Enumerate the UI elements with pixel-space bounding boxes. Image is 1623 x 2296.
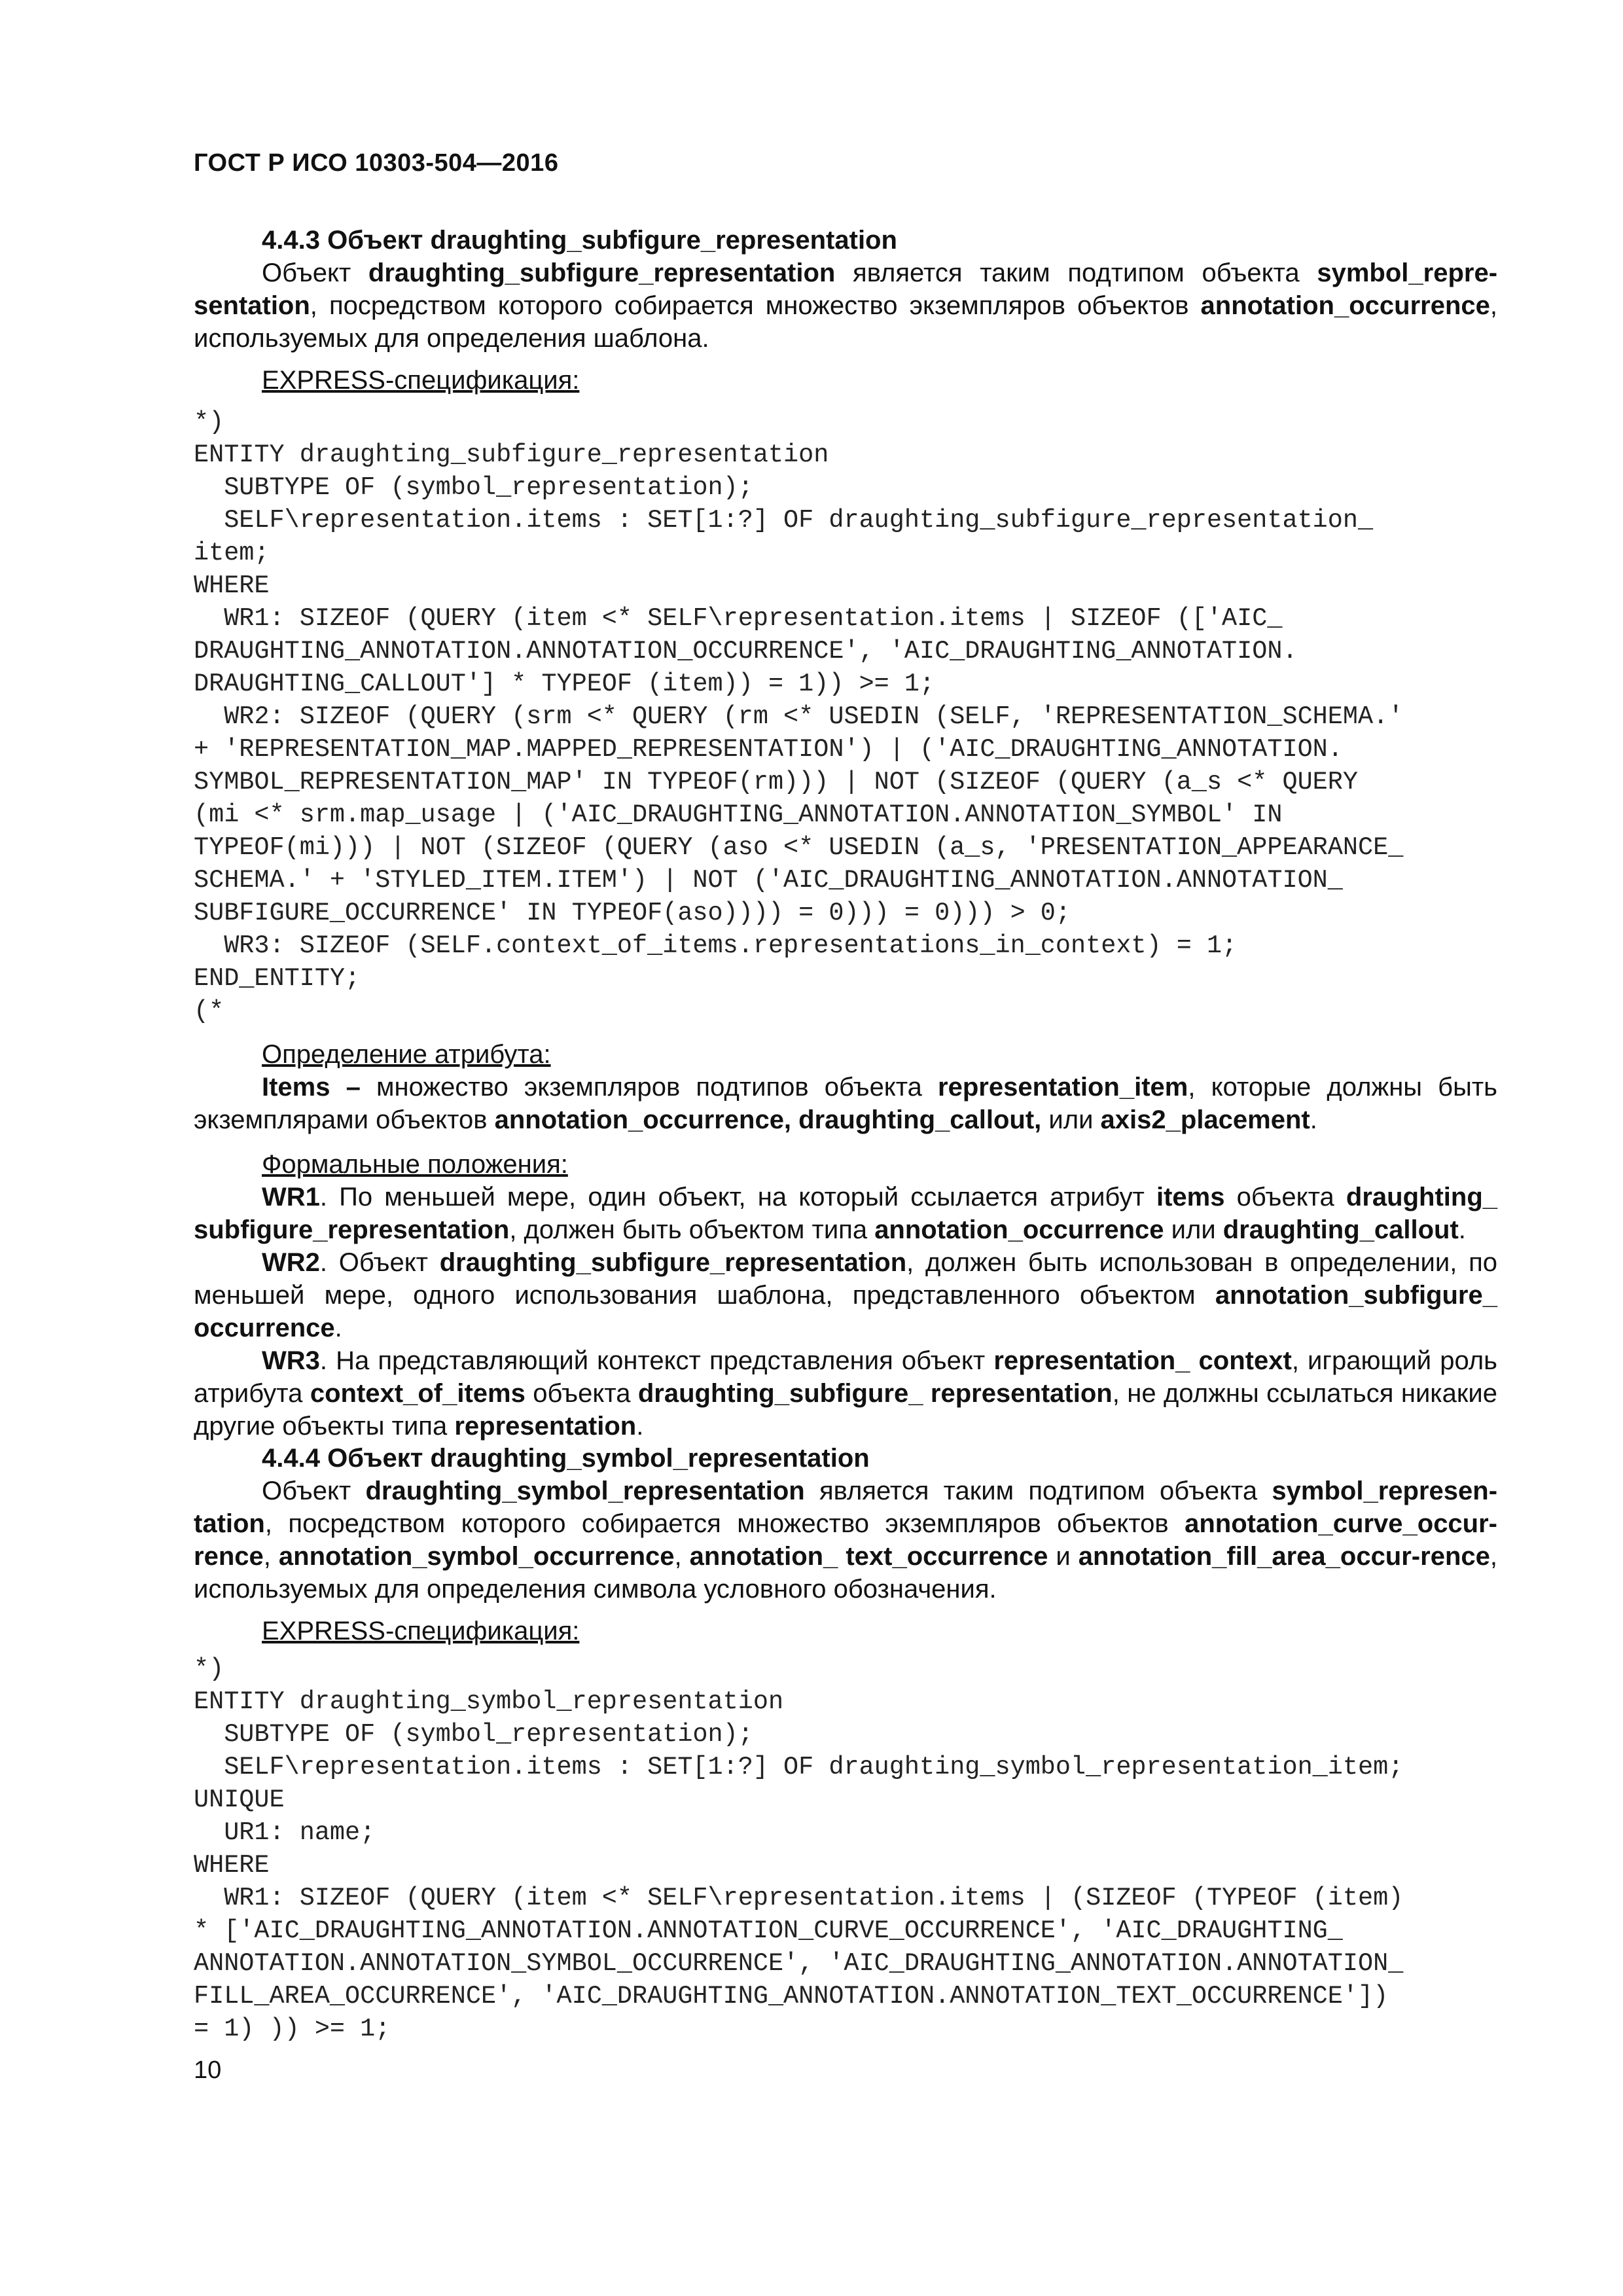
text-run: , посредством которого собирается множество экземпляров объектов	[264, 1509, 1185, 1538]
text-run: .	[1458, 1215, 1466, 1244]
code-line: SUBTYPE OF (symbol_representation);	[194, 1720, 753, 1749]
express-code-block	[194, 406, 1503, 1028]
bold-term: symbol_repre-sentation	[194, 259, 1498, 320]
text-run: , должен быть использован в определении, по меньшей мере, одного использования шаблона, представленного объектом	[194, 1248, 1497, 1310]
express-code-block	[194, 1653, 1503, 2045]
bold-term: draughting_subfigure_representation	[368, 259, 836, 287]
express-label: EXPRESS-спецификация:	[262, 1617, 580, 1645]
text-run: , используемых для определения символа условного обозначения.	[194, 1542, 1497, 1604]
bold-term: draughting_subfigure_representation	[439, 1248, 907, 1277]
bold-term: annotation_fill_area_occur-rence	[1078, 1542, 1490, 1571]
code-line: SUBTYPE OF (symbol_representation);	[194, 473, 753, 502]
bold-term: annotation_occurrence	[874, 1215, 1164, 1244]
text-run: , играющий роль атрибута	[194, 1346, 1497, 1408]
section-4-4-3	[194, 224, 1497, 397]
code-line: END_ENTITY;	[194, 964, 361, 993]
text-run: , которые должны быть экземплярами объектов	[194, 1073, 1498, 1134]
text-run: и	[1048, 1542, 1079, 1571]
code-line: SUBFIGURE_OCCURRENCE' IN TYPEOF(aso)))) = 0))) = 0))) > 0;	[194, 899, 1071, 927]
items-definition	[194, 1071, 1497, 1136]
text-run: является таким подтипом объекта	[804, 1477, 1272, 1505]
text-run: , используемых для определения шаблона.	[194, 291, 1497, 353]
bold-term: annotation_curve_occur-rence	[194, 1509, 1497, 1571]
code-line: *)	[194, 1655, 224, 1683]
code-line: DRAUGHTING_CALLOUT'] * TYPEOF (item)) = 1)) >= 1;	[194, 670, 935, 698]
text-run: или	[1041, 1105, 1101, 1134]
bold-term: WR3	[262, 1346, 320, 1375]
attribute-label: Определение атрибута:	[262, 1040, 551, 1069]
text-run: . По меньшей мере, один объект, на который ссылается атрибут	[319, 1183, 1156, 1211]
bold-term: draughting_ subfigure_representation	[194, 1183, 1497, 1244]
bold-term: annotation_ text_occurrence	[689, 1542, 1048, 1571]
text-run: множество экземпляров подтипов объекта	[376, 1073, 938, 1102]
wr1-paragraph	[194, 1181, 1497, 1246]
section-heading: 4.4.3 Объект draughting_subfigure_representation	[262, 226, 897, 255]
bold-term: annotation_subfigure_ occurrence	[194, 1281, 1497, 1342]
express-label: EXPRESS-спецификация:	[262, 366, 580, 395]
bold-term: representation_item	[938, 1073, 1188, 1102]
wr2-paragraph	[194, 1246, 1497, 1344]
bold-term: annotation_occurrence	[1200, 291, 1490, 320]
code-line: FILL_AREA_OCCURRENCE', 'AIC_DRAUGHTING_ANNOTATION.ANNOTATION_TEXT_OCCURRENCE'])	[194, 1982, 1389, 2011]
code-line: SELF\representation.items : SET[1:?] OF draughting_symbol_representation_item;	[194, 1753, 1404, 1782]
code-line: (mi <* srm.map_usage | ('AIC_DRAUGHTING_ANNOTATION.ANNOTATION_SYMBOL' IN	[194, 800, 1283, 829]
document-header: ГОСТ Р ИСО 10303-504—2016	[194, 149, 559, 177]
page-number: 10	[194, 2056, 222, 2084]
bold-term: symbol_represen-tation	[194, 1477, 1498, 1538]
section-intro	[194, 1475, 1497, 1605]
text-run: .	[636, 1412, 644, 1441]
text-run: объекта	[1224, 1183, 1346, 1211]
section-intro	[194, 257, 1497, 355]
code-line: SYMBOL_REPRESENTATION_MAP' IN TYPEOF(rm))) | NOT (SIZEOF (QUERY (a_s <* QUERY	[194, 768, 1358, 797]
code-line: WR1: SIZEOF (QUERY (item <* SELF\representation.items | SIZEOF (['AIC_	[194, 604, 1283, 633]
code-line: + 'REPRESENTATION_MAP.MAPPED_REPRESENTATION') | ('AIC_DRAUGHTING_ANNOTATION.	[194, 735, 1343, 764]
text-run: . Объект	[319, 1248, 440, 1277]
code-line: WR3: SIZEOF (SELF.context_of_items.representations_in_context) = 1;	[194, 931, 1238, 960]
text-run: объекта	[525, 1379, 638, 1408]
code-line: ENTITY draughting_symbol_representation	[194, 1687, 784, 1716]
bold-term: annotation_occurrence, draughting_callout,	[494, 1105, 1042, 1134]
bold-term: items	[1156, 1183, 1225, 1211]
code-line: SELF\representation.items : SET[1:?] OF draughting_subfigure_representation_	[194, 506, 1374, 535]
wr3-paragraph	[194, 1344, 1497, 1443]
text-run: или	[1164, 1215, 1223, 1244]
code-line: TYPEOF(mi))) | NOT (SIZEOF (QUERY (aso <* USEDIN (a_s, 'PRESENTATION_APPEARANCE_	[194, 833, 1404, 862]
code-line: item;	[194, 539, 270, 567]
bold-term: representation	[454, 1412, 637, 1441]
text-run: .	[1310, 1105, 1317, 1134]
bold-term: draughting_callout	[1222, 1215, 1459, 1244]
code-line: UR1: name;	[194, 1818, 376, 1847]
bold-term: draughting_subfigure_ representation	[637, 1379, 1113, 1408]
code-line: WHERE	[194, 571, 270, 600]
code-line: SCHEMA.' + 'STYLED_ITEM.ITEM') | NOT ('AIC_DRAUGHTING_ANNOTATION.ANNOTATION_	[194, 866, 1343, 895]
bold-term: axis2_placement	[1100, 1105, 1310, 1134]
text-run: , посредством которого собирается множество экземпляров объектов	[310, 291, 1201, 320]
text-run: является таким подтипом объекта	[835, 259, 1317, 287]
code-line: WR1: SIZEOF (QUERY (item <* SELF\representation.items | (SIZEOF (TYPEOF (item)	[194, 1884, 1404, 1912]
text-run: . На представляющий контекст представления объект	[319, 1346, 994, 1375]
bold-term: context_of_items	[310, 1379, 526, 1408]
text-run: ,	[674, 1542, 690, 1571]
text-run: , не должны ссылаться никакие другие объекты типа	[194, 1379, 1497, 1441]
text-run: Объект	[262, 259, 368, 287]
bold-term: WR2	[262, 1248, 320, 1277]
code-line: WHERE	[194, 1851, 270, 1880]
formal-label: Формальные положения:	[262, 1150, 568, 1179]
section-4-4-4	[194, 1442, 1497, 1647]
code-line: DRAUGHTING_ANNOTATION.ANNOTATION_OCCURRENCE', 'AIC_DRAUGHTING_ANNOTATION.	[194, 637, 1298, 666]
text-run: ,	[263, 1542, 279, 1571]
text-run: .	[334, 1314, 342, 1342]
code-line: * ['AIC_DRAUGHTING_ANNOTATION.ANNOTATION_CURVE_OCCURRENCE', 'AIC_DRAUGHTING_	[194, 1916, 1343, 1945]
bold-term: Items –	[262, 1073, 376, 1102]
text-run: , должен быть объектом типа	[509, 1215, 875, 1244]
code-line: ENTITY draughting_subfigure_representation	[194, 440, 829, 469]
bold-term: draughting_symbol_representation	[365, 1477, 805, 1505]
attribute-definitions	[194, 1038, 1497, 1443]
code-line: *)	[194, 408, 224, 437]
code-line: ANNOTATION.ANNOTATION_SYMBOL_OCCURRENCE', 'AIC_DRAUGHTING_ANNOTATION.ANNOTATION_	[194, 1949, 1404, 1978]
bold-term: representation_ context	[993, 1346, 1292, 1375]
code-line: = 1) )) >= 1;	[194, 2015, 391, 2043]
code-line: WR2: SIZEOF (QUERY (srm <* QUERY (rm <* USEDIN (SELF, 'REPRESENTATION_SCHEMA.'	[194, 702, 1404, 731]
bold-term: WR1	[262, 1183, 320, 1211]
code-line: (*	[194, 997, 224, 1026]
code-line: UNIQUE	[194, 1785, 285, 1814]
text-run: Объект	[262, 1477, 366, 1505]
bold-term: annotation_symbol_occurrence	[278, 1542, 675, 1571]
section-heading: 4.4.4 Объект draughting_symbol_representation	[262, 1444, 870, 1473]
